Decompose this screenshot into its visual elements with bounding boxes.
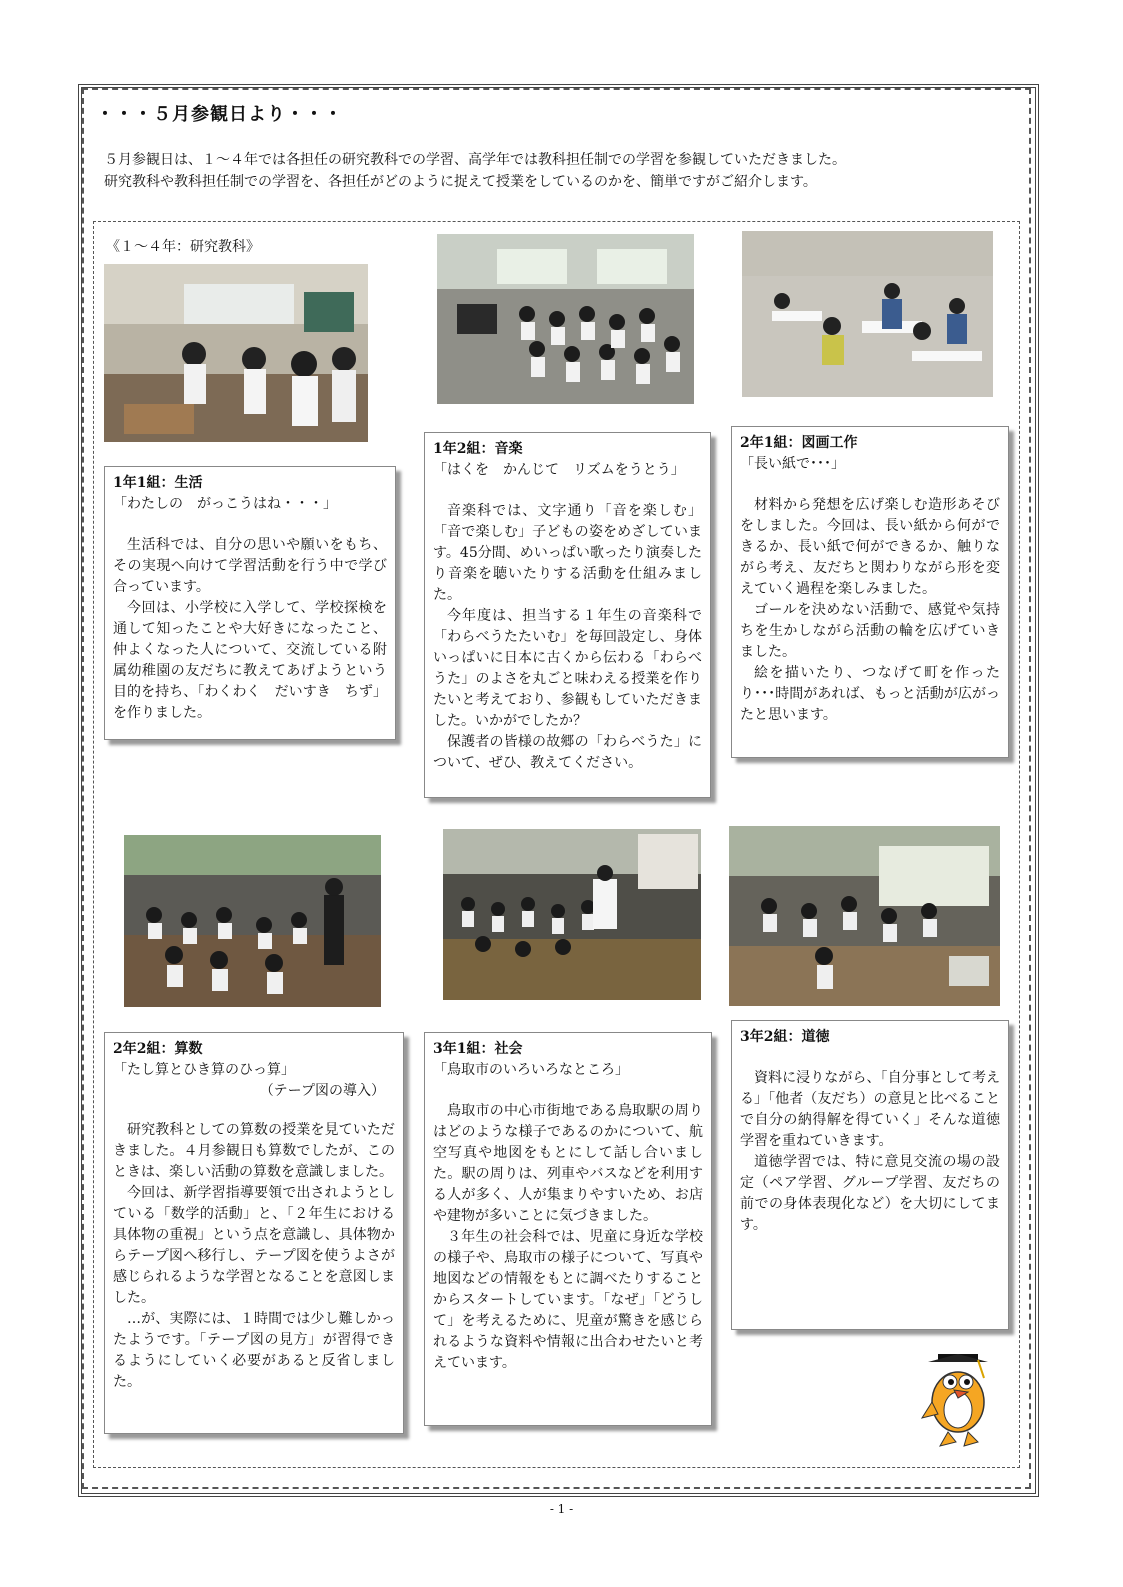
card-2-2 xyxy=(104,1032,404,1434)
card-paragraph: 絵を描いたり、つなげて町を作ったり･･･時間があれば、もっと活動が広がったと思います。 xyxy=(740,665,1000,723)
card-paragraph: 今回は、新学習指導要領で出されようとしている「数学的活動」と、「２年生における具体物の重視」という点を意識し、具体物からテープ図へ移行し、テープ図を使うよさが感じられるような学習となることを意図しました。 xyxy=(113,1185,395,1306)
section-label: 《１～４年：研究教科》 xyxy=(106,239,260,255)
card-3-2 xyxy=(731,1020,1009,1330)
photo-3-2-moral xyxy=(729,826,1000,1006)
photo-2-1-art xyxy=(742,231,993,397)
card-body xyxy=(113,535,387,724)
card-body xyxy=(740,1068,1000,1236)
photo-1-1-class xyxy=(104,264,368,442)
card-class-name: 1年2組：音楽 xyxy=(433,441,523,457)
card-paragraph: 材料から発想を広げ楽しむ造形あそびをしました。今回は、長い紙から何ができるか、長い紙で何ができるか、触りながら考え、友だちと関わりながら形を変えていく過程を楽しみました。 xyxy=(740,497,1000,597)
card-class-name: 2年2組：算数 xyxy=(113,1041,203,1057)
card-class-name: 3年1組：社会 xyxy=(433,1041,523,1057)
card-body xyxy=(740,495,1000,726)
card-paragraph: 生活科では、自分の思いや願いをもち、その実現へ向けて学習活動を行う中で学び合っています。 xyxy=(113,537,387,595)
card-body xyxy=(433,1101,703,1374)
mascot-bird-icon xyxy=(918,1352,998,1448)
page-title: ・・・５月参観日より・・・ xyxy=(96,104,343,125)
card-paragraph: 研究教科としての算数の授業を見ていただきました。４月参観日も算数でしたが、このときは、楽しい活動の算数を意識しました。 xyxy=(113,1122,395,1180)
card-paragraph: 今年度は、担当する１年生の音楽科で「わらべうたたいむ」を毎回設定し、身体いっぱいに日本に古くから伝わる「わらべうた」のよさを丸ごと味わえる授業を作りたいと考えており、参観もしていただきました。いかがでしたか？ xyxy=(433,608,702,729)
card-class-name: 2年1組：図画工作 xyxy=(740,435,858,451)
card-paragraph: …が、実際には、１時間では少し難しかったようです。「テープ図の見方」が習得できるようにしていく必要があると反省しました。 xyxy=(113,1311,395,1390)
page-number: - 1 - xyxy=(549,1502,574,1516)
photo-2-2-math xyxy=(124,835,381,1007)
card-subtitle: 「たし算とひき算のひっ算」 xyxy=(113,1062,295,1078)
card-class-name: 3年2組：道徳 xyxy=(740,1029,830,1045)
card-paragraph: 資料に浸りながら、「自分事として考える」「他者（友だち）の意見と比べることで自分の納得解を得ていく」そんな道徳学習を重ねていきます。 xyxy=(740,1070,1000,1149)
intro-line-1: ５月参観日は、１～４年では各担任の研究教科での学習、高学年では教科担任制での学習を参観していただきました。 xyxy=(104,152,846,168)
card-paragraph: 鳥取市の中心市街地である鳥取駅の周りはどのような様子であるのかについて、航空写真や地図をもとにして話し合いました。駅の周りは、列車やバスなどを利用する人が多く、人が集まりやすいため、お店や建物が多いことに気づきました。 xyxy=(433,1103,703,1224)
card-body xyxy=(433,501,702,774)
card-paragraph: 道徳学習では、特に意見交流の場の設定（ペア学習、グループ学習、友だちの前での身体表現化など）を大切にしてます。 xyxy=(740,1154,1000,1233)
card-subtitle: 「わたしの がっこうはね・・・」 xyxy=(113,496,337,512)
photo-1-2-music xyxy=(437,234,694,404)
intro-text xyxy=(104,149,846,193)
card-paragraph: 今回は、小学校に入学して、学校探検を通して知ったことや大好きになったこと、仲よくなった人について、交流している附属幼稚園の友だちに教えてあげようという目的を持ち、「わくわく だいすき ちず」を作りました。 xyxy=(113,600,387,721)
card-subtitle-note: （テープ図の導入） xyxy=(259,1083,385,1099)
card-3-1 xyxy=(424,1032,712,1426)
card-paragraph: ３年生の社会科では、児童に身近な学校の様子や、鳥取市の様子について、写真や地図などの情報をもとに調べたりすることからスタートしています。「なぜ」「どうして」を考えるために、児童が驚きを感じられるような資料や情報に出合わせたいと考えています。 xyxy=(433,1229,703,1371)
intro-line-2: 研究教科や教科担任制での学習を、各担任がどのように捉えて授業をしているのかを、簡単ですがご紹介します。 xyxy=(104,174,817,190)
card-paragraph: 保護者の皆様の故郷の「わらべうた」について、ぜひ、教えてください。 xyxy=(433,734,702,771)
card-body xyxy=(113,1120,395,1393)
card-paragraph: 音楽科では、文字通り「音を楽しむ」「音で楽しむ」子どもの姿をめざしています。45分間、めいっぱい歌ったり演奏したり音楽を聴いたりする活動を仕組みました。 xyxy=(433,503,702,603)
card-class-name: 1年1組：生活 xyxy=(113,475,203,491)
card-2-1 xyxy=(731,426,1009,758)
card-paragraph: ゴールを決めない活動で、感覚や気持ちを生かしながら活動の輪を広げていきました。 xyxy=(740,602,1000,660)
photo-3-1-social xyxy=(443,829,701,1000)
card-subtitle: 「鳥取市のいろいろなところ」 xyxy=(433,1062,629,1078)
card-1-1 xyxy=(104,466,396,740)
card-subtitle: 「長い紙で･･･」 xyxy=(740,456,845,472)
card-1-2 xyxy=(424,432,711,798)
card-subtitle: 「はくを かんじて リズムをうとう」 xyxy=(433,462,685,478)
